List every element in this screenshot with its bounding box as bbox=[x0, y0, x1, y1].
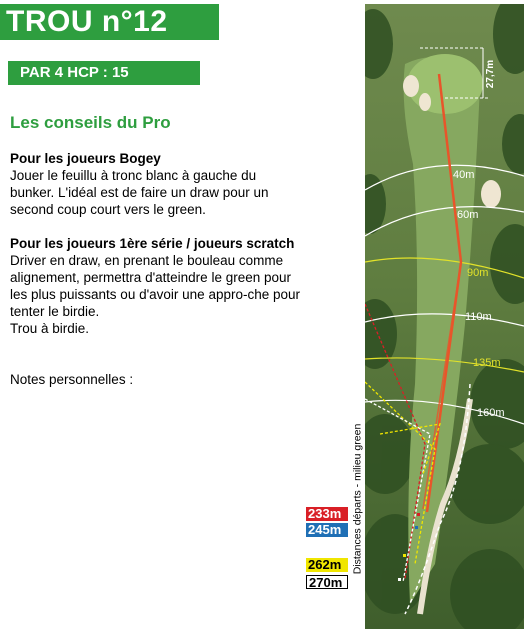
notes-section bbox=[10, 371, 300, 388]
advice-bogey-heading: Pour les joueurs Bogey bbox=[10, 151, 161, 166]
tee-marker-yellow bbox=[403, 554, 406, 557]
hole-title: TROU n°12 bbox=[0, 4, 219, 40]
tee-distance-blue: 245m bbox=[306, 523, 348, 537]
arc-label-60: 60m bbox=[457, 209, 479, 221]
hole-aerial-map bbox=[365, 4, 524, 629]
arc-label-135: 135m bbox=[473, 357, 501, 369]
green-depth-label: 27,7m bbox=[485, 59, 496, 89]
notes-label: Notes personnelles : bbox=[10, 372, 134, 387]
tee-distance-red: 233m bbox=[306, 507, 348, 521]
advice-bogey bbox=[10, 150, 300, 218]
advice-scratch-heading: Pour les joueurs 1ère série / joueurs scratch bbox=[10, 236, 295, 251]
tee-marker-white bbox=[398, 578, 401, 581]
arc-label-160: 160m bbox=[477, 407, 505, 419]
tee-distance-white: 270m bbox=[306, 575, 348, 589]
arc-label-40: 40m bbox=[453, 169, 475, 181]
advice-bogey-text: Jouer le feuillu à tronc blanc à gauche du bunker. L'idéal est de faire un draw pour un second coup court vers le green. bbox=[10, 168, 269, 217]
arc-label-110: 110m bbox=[465, 311, 492, 323]
tee-marker-red bbox=[417, 513, 420, 516]
tee-distance-yellow: 262m bbox=[306, 558, 348, 572]
vertical-distances-label bbox=[347, 405, 367, 593]
advice-scratch-text: Driver en draw, en prenant le bouleau comme alignement, permettra d'atteindre le green pour les plus puissants ou d'avoir une appro-che pour tenter le birdie. Trou à birdie. bbox=[10, 253, 301, 336]
vertical-distances-text: Distances départs - milieu green bbox=[351, 423, 364, 575]
tee-marker-blue bbox=[415, 526, 418, 529]
par-hcp-badge: PAR 4 HCP : 15 bbox=[8, 61, 200, 85]
advice-scratch bbox=[10, 235, 300, 337]
section-title: Les conseils du Pro bbox=[10, 113, 171, 132]
arc-label-90: 90m bbox=[467, 267, 489, 279]
